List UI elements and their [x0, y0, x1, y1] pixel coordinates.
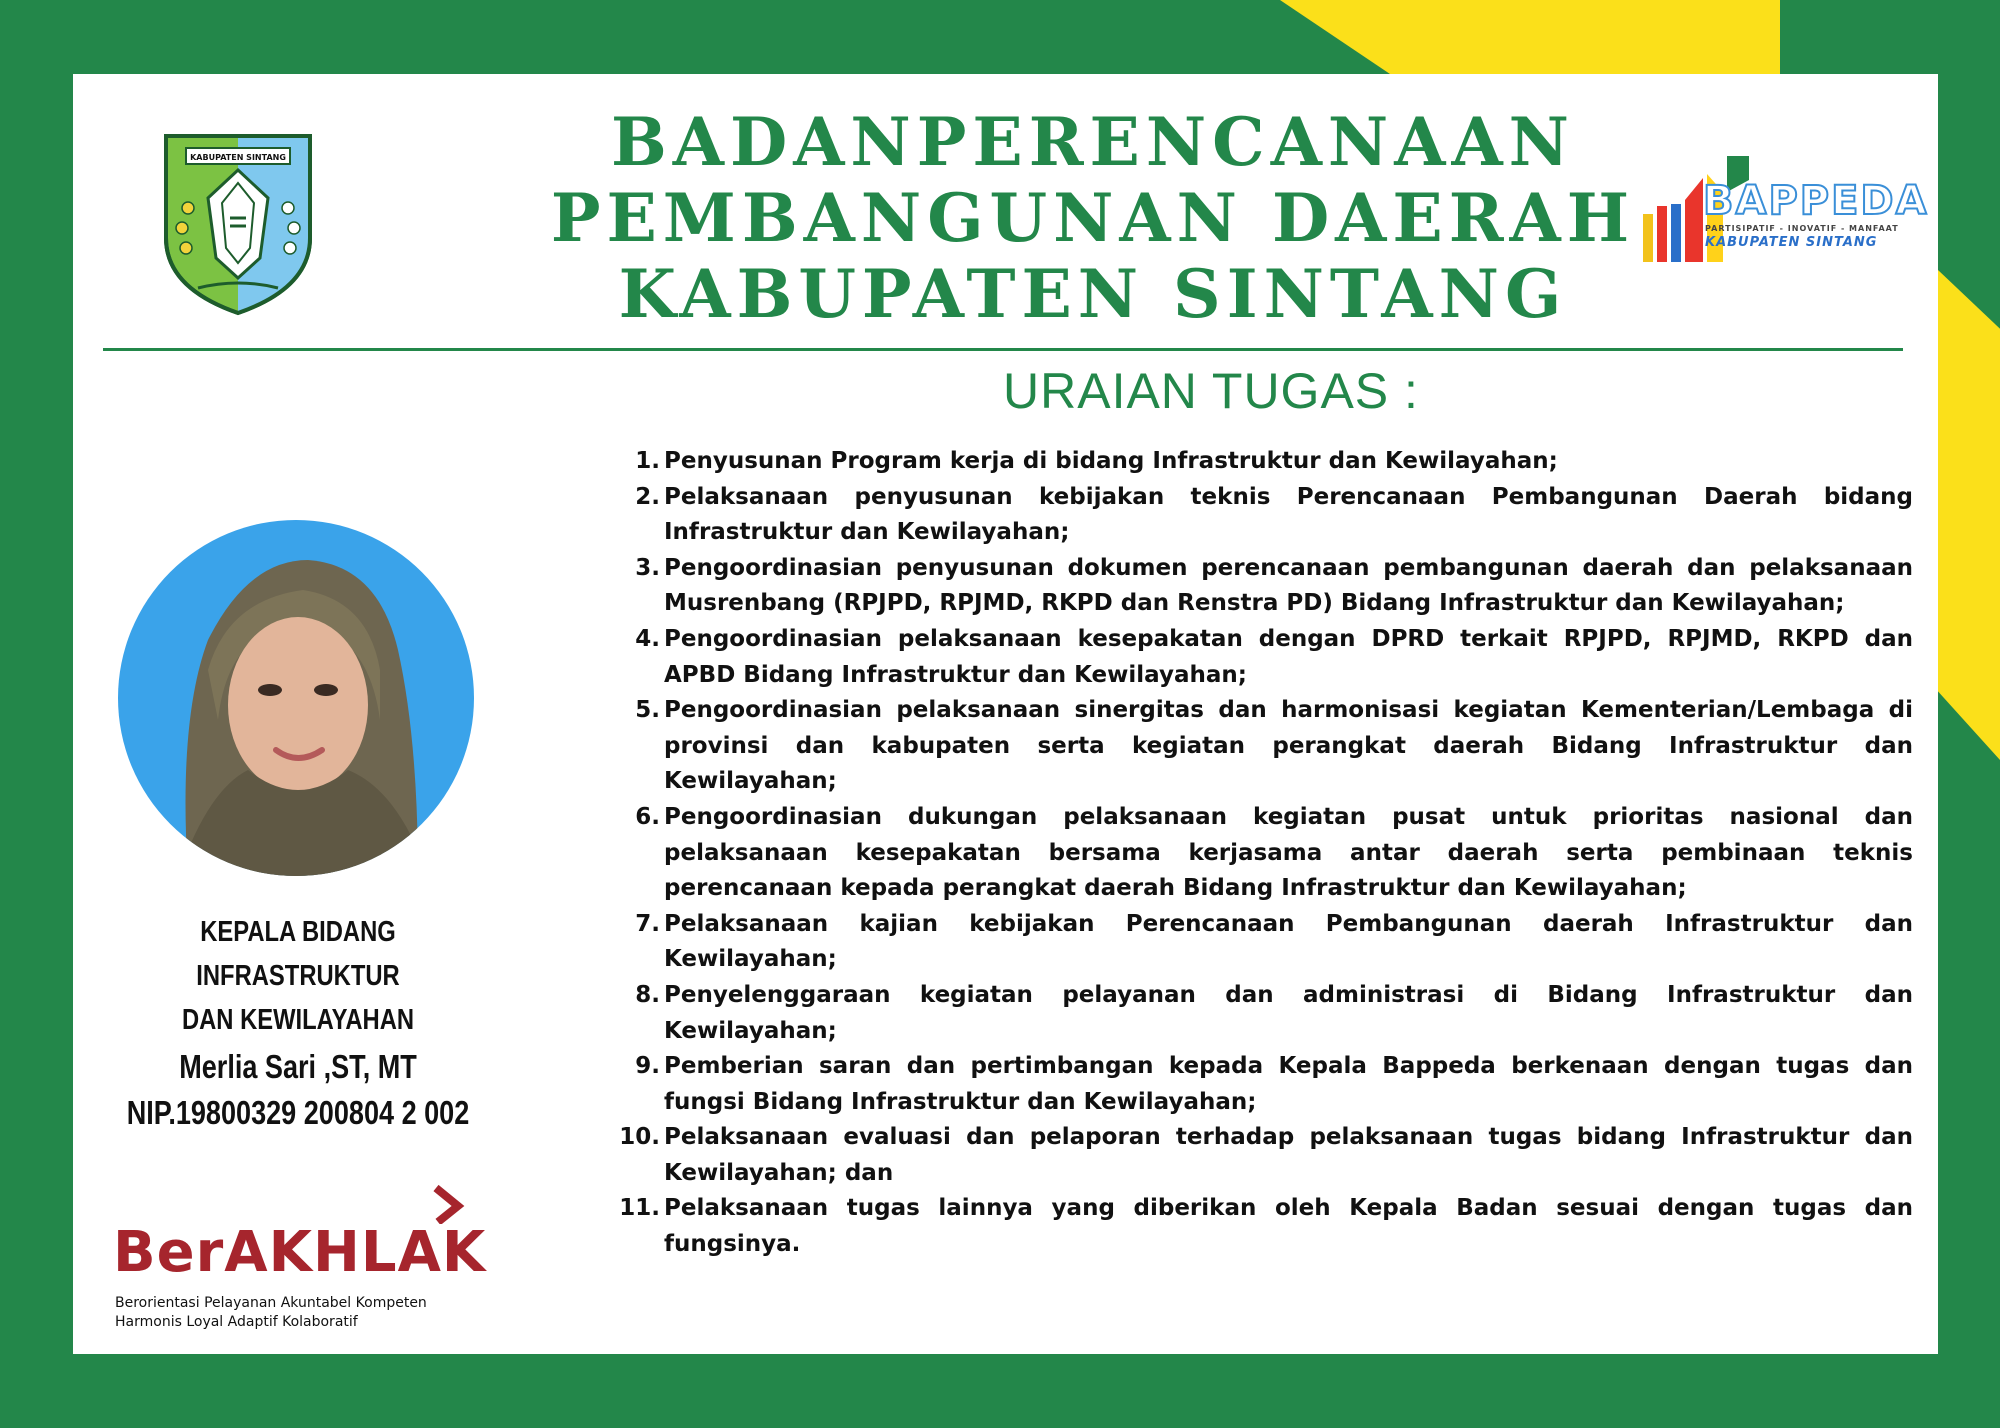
duty-item: 7. Pelaksanaan kajian kebijakan Perencanaan Pembangunan daerah Infrastruktur dan Kewilayahan; — [635, 910, 1913, 973]
person-info — [114, 1044, 483, 1136]
title-line-2: PEMBANGUNAN DAERAH — [550, 179, 1636, 257]
duty-item: 9. Pemberian saran dan pertimbangan kepada Kepala Bappeda berkenaan dengan tugas dan fungsi Bidang Infrastruktur dan Kewilayahan; — [635, 1053, 1913, 1115]
person-name: Merlia Sari ,ST, MT — [179, 1048, 417, 1085]
berakhlak-logo: BerAKHLAK — [113, 1220, 487, 1285]
duty-item: 4. Pengoordinasian pelaksanaan kesepakatan dengan DPRD terkait RPJPD, RPJMD, RKPD dan APBD Bidang Infrastruktur dan Kewilayahan; — [635, 625, 1913, 688]
kabupaten-sintang-crest-icon — [158, 128, 318, 318]
svg-text:KABUPATEN SINTANG: KABUPATEN SINTANG — [190, 153, 286, 162]
title-line-3: KABUPATEN SINTANG — [618, 255, 1568, 333]
duty-item: 1. Penyusunan Program kerja di bidang Infrastruktur dan Kewilayahan; — [635, 448, 1558, 474]
duties-heading: URAIAN TUGAS : — [1003, 363, 1419, 419]
duty-item: 3. Pengoordinasian penyusunan dokumen perencanaan pembangunan daerah dan pelaksanaan Musrenbang (RPJPD, RPJMD, RKPD dan Renstra PD) Bidang Infrastruktur dan Kewilayahan; — [635, 554, 1913, 617]
bappeda-place: KABUPATEN SINTANG — [1705, 235, 1878, 250]
berakhlak-values-line-1: Berorientasi Pelayanan Akuntabel Kompeten — [115, 1295, 427, 1311]
person-nip: NIP.19800329 200804 2 002 — [126, 1094, 470, 1131]
duty-item: 6. Pengoordinasian dukungan pelaksanaan kegiatan pusat untuk prioritas nasional dan pelaksanaan kesepakatan bersama kerjasama antar daerah serta pembinaan teknis perencanaan kepada perangkat daerah Bidang Infrastruktur dan Kewilayahan; — [635, 803, 1913, 902]
duty-item: 8. Penyelenggaraan kegiatan pelayanan dan administrasi di Bidang Infrastruktur dan Kewilayahan; — [635, 981, 1913, 1044]
profile-photo — [118, 520, 474, 876]
office-title — [453, 104, 1733, 332]
position-title: KEPALA BIDANG INFRASTRUKTUR DAN KEWILAYAHAN — [181, 916, 415, 1036]
duty-item: 2. Pelaksanaan penyusunan kebijakan teknis Perencanaan Pembangunan Daerah bidang Infrastruktur dan Kewilayahan; — [635, 483, 1913, 546]
bappeda-name: BAPPEDA — [1703, 178, 1929, 224]
duties-list — [608, 444, 1913, 1263]
content-card — [73, 74, 1938, 1354]
duty-item: 11. Pelaksanaan tugas lainnya yang diberikan oleh Kepala Badan sesuai dengan tugas dan fungsinya. — [619, 1195, 1913, 1258]
berakhlak-values-line-2: Harmonis Loyal Adaptif Kolaboratif — [115, 1314, 358, 1330]
duty-item: 5. Pengoordinasian pelaksanaan sinergitas dan harmonisasi kegiatan Kementerian/Lembaga di provinsi dan kabupaten serta kegiatan perangkat daerah Bidang Infrastruktur dan Kewilayahan; — [635, 697, 1913, 795]
yellow-side-stripe — [1938, 270, 2000, 760]
bappeda-tagline: PARTISIPATIF - INOVATIF - MANFAAT — [1705, 224, 1899, 233]
yellow-corner-stripe — [1280, 0, 1780, 74]
duty-item: 10. Pelaksanaan evaluasi dan pelaporan terhadap pelaksanaan tugas bidang Infrastruktur dan Kewilayahan; dan — [619, 1124, 1913, 1186]
berakhlak-chevron-icon — [428, 1184, 468, 1224]
header-divider — [103, 348, 1903, 351]
title-line-1: BADANPERENCANAAN — [611, 103, 1575, 181]
